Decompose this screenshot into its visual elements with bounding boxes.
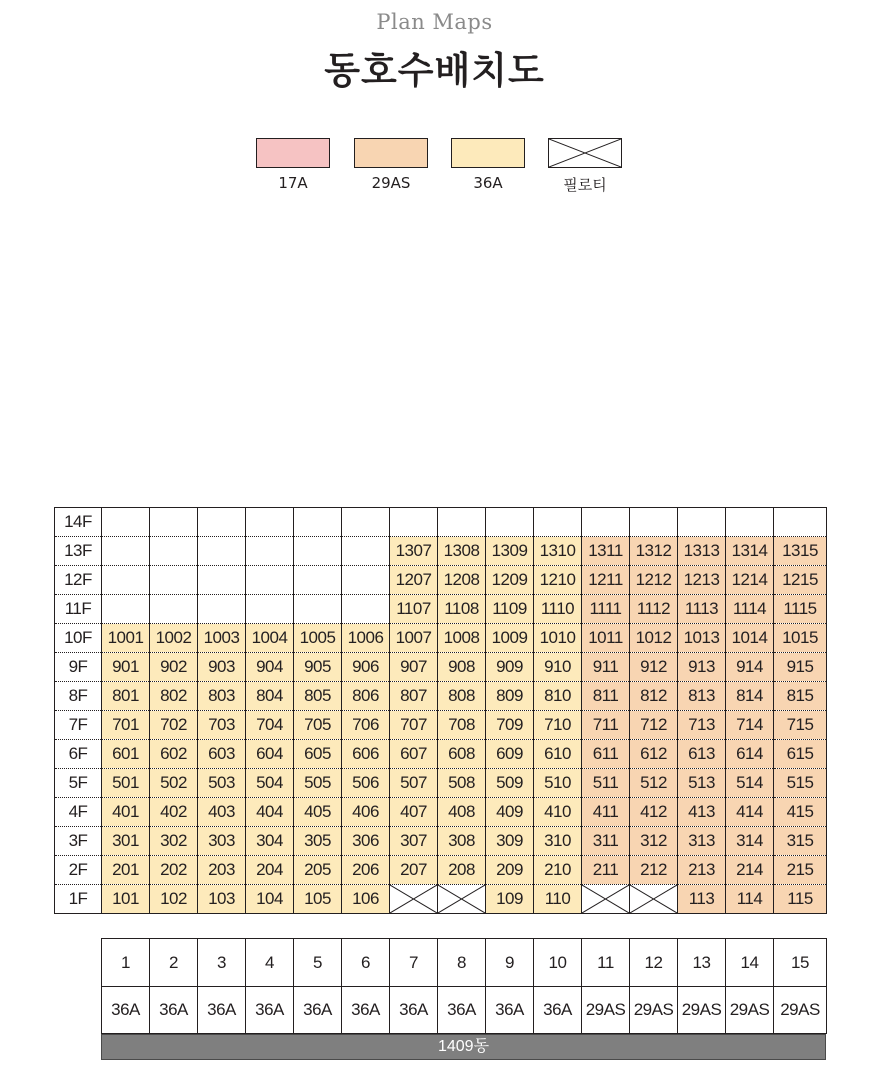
unit-cell: 103: [198, 885, 246, 914]
unit-cell: 302: [150, 827, 198, 856]
floor-row: [55, 885, 827, 914]
unit-cell: 1114: [726, 595, 774, 624]
line-type: 36A: [342, 987, 390, 1034]
line-type: 36A: [486, 987, 534, 1034]
unit-cell: 113: [678, 885, 726, 914]
unit-cell: 1307: [390, 537, 438, 566]
unit-cell: 913: [678, 653, 726, 682]
unit-cell: 810: [534, 682, 582, 711]
floor-row: [55, 798, 827, 827]
unit-cell: 311: [582, 827, 630, 856]
floor-label: 7F: [55, 711, 102, 740]
line-type: 36A: [390, 987, 438, 1034]
unit-cell: 501: [102, 769, 150, 798]
unit-cell: 301: [102, 827, 150, 856]
unit-cell: 708: [438, 711, 486, 740]
unit-cell: 813: [678, 682, 726, 711]
unit-cell: 812: [630, 682, 678, 711]
unit-cell: 602: [150, 740, 198, 769]
unit-cell: 406: [342, 798, 390, 827]
unit-cell: 1213: [678, 566, 726, 595]
unit-cell: 703: [198, 711, 246, 740]
empty-cell: [342, 595, 390, 624]
empty-cell: [102, 566, 150, 595]
unit-cell: 507: [390, 769, 438, 798]
unit-cell: 801: [102, 682, 150, 711]
unit-cell: 503: [198, 769, 246, 798]
line-number: 1: [102, 939, 150, 987]
unit-cell: 105: [294, 885, 342, 914]
line-number: 12: [630, 939, 678, 987]
unit-cell: 510: [534, 769, 582, 798]
legend-item-piloti: [548, 138, 622, 195]
unit-cell: 106: [342, 885, 390, 914]
piloti-cell: [438, 885, 486, 914]
line-number: 5: [294, 939, 342, 987]
floor-plan-grid: [54, 507, 827, 914]
unit-cell: 205: [294, 856, 342, 885]
empty-cell: [342, 566, 390, 595]
unit-cell: 711: [582, 711, 630, 740]
unit-cell: 110: [534, 885, 582, 914]
unit-cell: 911: [582, 653, 630, 682]
floor-label: 1F: [55, 885, 102, 914]
unit-cell: 1212: [630, 566, 678, 595]
unit-cell: 611: [582, 740, 630, 769]
unit-cell: 115: [774, 885, 827, 914]
legend-label-piloti: 필로티: [563, 176, 607, 194]
empty-cell: [246, 595, 294, 624]
line-number: 2: [150, 939, 198, 987]
unit-cell: 904: [246, 653, 294, 682]
unit-cell: 806: [342, 682, 390, 711]
empty-cell: [198, 566, 246, 595]
unit-cell: 315: [774, 827, 827, 856]
unit-cell: 1001: [102, 624, 150, 653]
line-number: 7: [390, 939, 438, 987]
unit-cell: 705: [294, 711, 342, 740]
unit-cell: 905: [294, 653, 342, 682]
unit-cell: 1015: [774, 624, 827, 653]
unit-cell: 815: [774, 682, 827, 711]
unit-cell: 1005: [294, 624, 342, 653]
piloti-cross-icon: [549, 139, 621, 167]
unit-cell: 1207: [390, 566, 438, 595]
unit-cell: 1214: [726, 566, 774, 595]
unit-cell: 402: [150, 798, 198, 827]
unit-cell: 608: [438, 740, 486, 769]
unit-cell: 1211: [582, 566, 630, 595]
unit-cell: 909: [486, 653, 534, 682]
empty-cell: [726, 508, 774, 537]
line-number: 4: [246, 939, 294, 987]
unit-cell: 512: [630, 769, 678, 798]
unit-cell: 210: [534, 856, 582, 885]
unit-cell: 1006: [342, 624, 390, 653]
line-number: 3: [198, 939, 246, 987]
empty-cell: [198, 595, 246, 624]
empty-cell: [678, 508, 726, 537]
unit-cell: 809: [486, 682, 534, 711]
unit-cell: 409: [486, 798, 534, 827]
legend-label-36a: 36A: [473, 174, 503, 192]
unit-cell: 712: [630, 711, 678, 740]
unit-cell: 1315: [774, 537, 827, 566]
unit-cell: 1115: [774, 595, 827, 624]
empty-cell: [342, 508, 390, 537]
unit-cell: 415: [774, 798, 827, 827]
unit-cell: 907: [390, 653, 438, 682]
empty-cell: [246, 537, 294, 566]
floor-row: [55, 537, 827, 566]
empty-cell: [294, 566, 342, 595]
line-type-row: [102, 987, 827, 1034]
line-type: 36A: [150, 987, 198, 1034]
piloti-cell: [630, 885, 678, 914]
empty-cell: [150, 537, 198, 566]
unit-cell: 114: [726, 885, 774, 914]
unit-cell: 1013: [678, 624, 726, 653]
unit-cell: 715: [774, 711, 827, 740]
unit-cell: 613: [678, 740, 726, 769]
unit-cell: 1009: [486, 624, 534, 653]
floor-row: [55, 653, 827, 682]
unit-cell: 104: [246, 885, 294, 914]
unit-cell: 610: [534, 740, 582, 769]
line-type: 36A: [102, 987, 150, 1034]
line-number: 13: [678, 939, 726, 987]
line-number: 9: [486, 939, 534, 987]
line-number: 10: [534, 939, 582, 987]
line-type: 36A: [246, 987, 294, 1034]
floor-label: 8F: [55, 682, 102, 711]
floor-label: 13F: [55, 537, 102, 566]
unit-cell: 201: [102, 856, 150, 885]
line-type: 29AS: [678, 987, 726, 1034]
unit-cell: 1208: [438, 566, 486, 595]
unit-cell: 914: [726, 653, 774, 682]
unit-cell: 1109: [486, 595, 534, 624]
unit-cell: 803: [198, 682, 246, 711]
unit-cell: 814: [726, 682, 774, 711]
unit-cell: 702: [150, 711, 198, 740]
unit-cell: 805: [294, 682, 342, 711]
line-number: 6: [342, 939, 390, 987]
unit-cell: 710: [534, 711, 582, 740]
floor-label: 11F: [55, 595, 102, 624]
unit-cell: 506: [342, 769, 390, 798]
unit-cell: 1008: [438, 624, 486, 653]
unit-cell: 303: [198, 827, 246, 856]
unit-cell: 308: [438, 827, 486, 856]
line-number: 15: [774, 939, 827, 987]
unit-cell: 603: [198, 740, 246, 769]
unit-cell: 407: [390, 798, 438, 827]
unit-cell: 902: [150, 653, 198, 682]
line-type: 29AS: [630, 987, 678, 1034]
unit-cell: 313: [678, 827, 726, 856]
unit-cell: 514: [726, 769, 774, 798]
unit-cell: 101: [102, 885, 150, 914]
empty-cell: [102, 537, 150, 566]
unit-cell: 509: [486, 769, 534, 798]
empty-cell: [246, 566, 294, 595]
unit-cell: 612: [630, 740, 678, 769]
floor-row: [55, 769, 827, 798]
line-type: 29AS: [774, 987, 827, 1034]
empty-cell: [150, 508, 198, 537]
page-subtitle: Plan Maps: [376, 10, 493, 34]
unit-cell: 505: [294, 769, 342, 798]
unit-cell: 906: [342, 653, 390, 682]
unit-cell: 615: [774, 740, 827, 769]
line-type-table: [101, 938, 827, 1034]
unit-cell: 811: [582, 682, 630, 711]
line-number: 14: [726, 939, 774, 987]
floor-row: [55, 566, 827, 595]
line-type: 36A: [438, 987, 486, 1034]
unit-cell: 1108: [438, 595, 486, 624]
unit-cell: 1007: [390, 624, 438, 653]
unit-cell: 314: [726, 827, 774, 856]
floor-label: 5F: [55, 769, 102, 798]
unit-cell: 411: [582, 798, 630, 827]
floor-label: 14F: [55, 508, 102, 537]
unit-cell: 1209: [486, 566, 534, 595]
unit-cell: 511: [582, 769, 630, 798]
unit-cell: 504: [246, 769, 294, 798]
unit-cell: 502: [150, 769, 198, 798]
unit-cell: 207: [390, 856, 438, 885]
unit-cell: 607: [390, 740, 438, 769]
legend-item-29as: [354, 138, 428, 192]
unit-cell: 910: [534, 653, 582, 682]
piloti-cross-icon: [438, 885, 485, 913]
unit-cell: 1107: [390, 595, 438, 624]
piloti-cross-icon: [582, 885, 629, 913]
unit-cell: 412: [630, 798, 678, 827]
unit-cell: 215: [774, 856, 827, 885]
empty-cell: [582, 508, 630, 537]
unit-cell: 714: [726, 711, 774, 740]
empty-cell: [390, 508, 438, 537]
unit-cell: 614: [726, 740, 774, 769]
unit-cell: 1113: [678, 595, 726, 624]
unit-cell: 410: [534, 798, 582, 827]
floor-row: [55, 711, 827, 740]
unit-cell: 1314: [726, 537, 774, 566]
legend-swatch-piloti: [548, 138, 622, 168]
unit-cell: 1313: [678, 537, 726, 566]
empty-cell: [246, 508, 294, 537]
unit-cell: 306: [342, 827, 390, 856]
line-number: 8: [438, 939, 486, 987]
unit-cell: 310: [534, 827, 582, 856]
empty-cell: [150, 566, 198, 595]
unit-cell: 1111: [582, 595, 630, 624]
unit-cell: 102: [150, 885, 198, 914]
floor-label: 2F: [55, 856, 102, 885]
unit-cell: 307: [390, 827, 438, 856]
unit-cell: 915: [774, 653, 827, 682]
building-label-bar: 1409동: [101, 1034, 826, 1060]
unit-cell: 1003: [198, 624, 246, 653]
unit-cell: 704: [246, 711, 294, 740]
floor-row: [55, 595, 827, 624]
unit-cell: 403: [198, 798, 246, 827]
unit-cell: 305: [294, 827, 342, 856]
unit-cell: 1310: [534, 537, 582, 566]
legend-swatch-36a: [451, 138, 525, 168]
unit-cell: 212: [630, 856, 678, 885]
unit-cell: 1002: [150, 624, 198, 653]
empty-cell: [774, 508, 827, 537]
page-title: 동호수배치도: [324, 49, 545, 92]
unit-cell: 1308: [438, 537, 486, 566]
floor-row: [55, 827, 827, 856]
empty-cell: [294, 508, 342, 537]
line-type: 36A: [294, 987, 342, 1034]
line-number-row: [102, 939, 827, 987]
unit-cell: 202: [150, 856, 198, 885]
unit-cell: 804: [246, 682, 294, 711]
unit-cell: 309: [486, 827, 534, 856]
unit-cell: 1010: [534, 624, 582, 653]
unit-cell: 515: [774, 769, 827, 798]
legend-swatch-17a: [256, 138, 330, 168]
floor-row: [55, 682, 827, 711]
unit-cell: 109: [486, 885, 534, 914]
unit-cell: 1012: [630, 624, 678, 653]
unit-cell: 414: [726, 798, 774, 827]
empty-cell: [198, 537, 246, 566]
unit-cell: 211: [582, 856, 630, 885]
unit-cell: 609: [486, 740, 534, 769]
piloti-cross-icon: [390, 885, 437, 913]
unit-cell: 1112: [630, 595, 678, 624]
unit-cell: 713: [678, 711, 726, 740]
unit-cell: 206: [342, 856, 390, 885]
floor-row: [55, 624, 827, 653]
unit-cell: 604: [246, 740, 294, 769]
floor-label: 9F: [55, 653, 102, 682]
unit-cell: 404: [246, 798, 294, 827]
unit-cell: 601: [102, 740, 150, 769]
floor-row: [55, 508, 827, 537]
empty-cell: [438, 508, 486, 537]
line-type: 36A: [534, 987, 582, 1034]
floor-label: 6F: [55, 740, 102, 769]
unit-cell: 312: [630, 827, 678, 856]
legend-label-17a: 17A: [278, 174, 308, 192]
unit-cell: 606: [342, 740, 390, 769]
piloti-cell: [390, 885, 438, 914]
empty-cell: [294, 537, 342, 566]
unit-cell: 1309: [486, 537, 534, 566]
legend-item-17a: [256, 138, 330, 192]
unit-cell: 808: [438, 682, 486, 711]
empty-cell: [486, 508, 534, 537]
unit-cell: 903: [198, 653, 246, 682]
unit-cell: 802: [150, 682, 198, 711]
floor-row: [55, 856, 827, 885]
unit-cell: 901: [102, 653, 150, 682]
unit-cell: 214: [726, 856, 774, 885]
unit-cell: 1210: [534, 566, 582, 595]
empty-cell: [294, 595, 342, 624]
unit-cell: 1014: [726, 624, 774, 653]
empty-cell: [342, 537, 390, 566]
piloti-cross-icon: [630, 885, 677, 913]
unit-cell: 706: [342, 711, 390, 740]
empty-cell: [198, 508, 246, 537]
unit-cell: 605: [294, 740, 342, 769]
unit-cell: 1215: [774, 566, 827, 595]
empty-cell: [150, 595, 198, 624]
floor-label: 10F: [55, 624, 102, 653]
empty-cell: [102, 595, 150, 624]
legend-swatch-29as: [354, 138, 428, 168]
unit-cell: 413: [678, 798, 726, 827]
unit-cell: 213: [678, 856, 726, 885]
line-type: 29AS: [726, 987, 774, 1034]
unit-cell: 513: [678, 769, 726, 798]
unit-cell: 709: [486, 711, 534, 740]
unit-cell: 701: [102, 711, 150, 740]
legend-item-36a: [451, 138, 525, 192]
empty-cell: [630, 508, 678, 537]
piloti-cell: [582, 885, 630, 914]
floor-label: 12F: [55, 566, 102, 595]
unit-cell: 1004: [246, 624, 294, 653]
line-type: 36A: [198, 987, 246, 1034]
floor-label: 3F: [55, 827, 102, 856]
unit-cell: 208: [438, 856, 486, 885]
line-type: 29AS: [582, 987, 630, 1034]
unit-cell: 1312: [630, 537, 678, 566]
unit-cell: 912: [630, 653, 678, 682]
unit-cell: 405: [294, 798, 342, 827]
unit-cell: 1110: [534, 595, 582, 624]
unit-cell: 203: [198, 856, 246, 885]
floor-label: 4F: [55, 798, 102, 827]
empty-cell: [102, 508, 150, 537]
unit-cell: 1011: [582, 624, 630, 653]
empty-cell: [534, 508, 582, 537]
unit-cell: 1311: [582, 537, 630, 566]
unit-cell: 807: [390, 682, 438, 711]
legend-label-29as: 29AS: [371, 174, 411, 192]
unit-cell: 508: [438, 769, 486, 798]
line-number: 11: [582, 939, 630, 987]
floor-row: [55, 740, 827, 769]
unit-cell: 209: [486, 856, 534, 885]
unit-cell: 408: [438, 798, 486, 827]
unit-cell: 908: [438, 653, 486, 682]
unit-cell: 707: [390, 711, 438, 740]
unit-cell: 304: [246, 827, 294, 856]
unit-cell: 204: [246, 856, 294, 885]
unit-cell: 401: [102, 798, 150, 827]
